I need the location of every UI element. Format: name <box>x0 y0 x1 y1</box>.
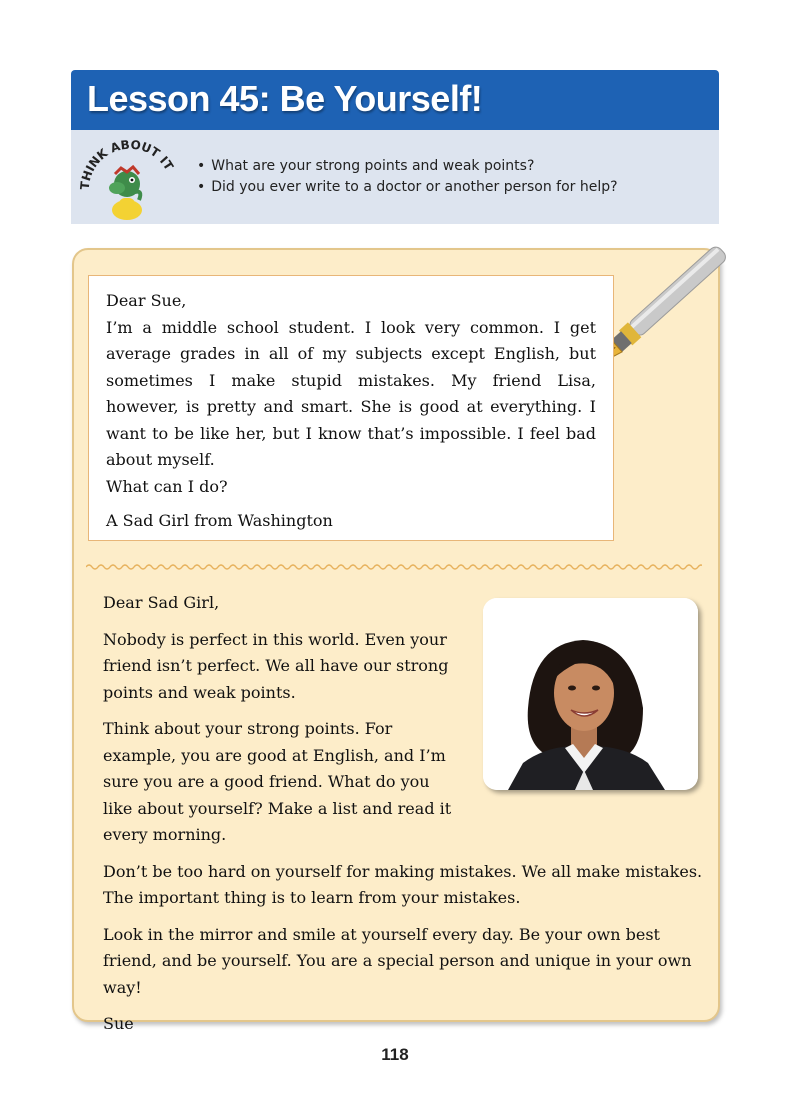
lesson-title-bar <box>71 70 719 130</box>
letter-greeting: Dear Sue, <box>106 291 187 310</box>
question-1: • What are your strong points and weak points? <box>197 156 618 177</box>
letter-question: What can I do? <box>106 476 228 496</box>
reply-greeting: Dear Sad Girl, <box>103 593 220 612</box>
question-2: • Did you ever write to a doctor or another person for help? <box>197 177 618 198</box>
page-number: 118 <box>381 1045 409 1064</box>
wavy-divider <box>86 562 702 572</box>
reply-signature: Sue <box>103 1014 134 1033</box>
incoming-letter <box>88 275 614 541</box>
reply-paragraph: Think about your strong points. For example, you are good at English, and I’m sure you are a good friend. What do you like about yourself? Make a list and read it every morning. <box>103 719 452 844</box>
reply-paragraph: Look in the mirror and smile at yourself every day. Be your own best friend, and be yourself. You are a special person and unique in your own way! <box>103 924 692 997</box>
thinking-dinosaur-icon <box>109 167 142 220</box>
reply-letter <box>103 590 703 1048</box>
think-about-it-box <box>71 130 719 224</box>
letter-body: I’m a middle school student. I look very common. I get average grades in all of my subjects except English, but sometimes I make stupid mistakes. My friend Lisa, however, is pretty and smart. She is good at everything. I want to be like her, but I know that’s impossible. I feel bad about myself. <box>106 317 596 469</box>
letter-signature: A Sad Girl from Washington <box>106 511 333 530</box>
think-about-it-emblem <box>77 134 181 222</box>
reply-paragraph: Don’t be too hard on yourself for making mistakes. We all make mistakes. The important thing is to learn from your mistakes. <box>103 861 703 907</box>
reply-paragraph: Nobody is perfect in this world. Even your friend isn’t perfect. We all have our strong points and weak points. <box>103 629 449 702</box>
think-about-it-label: THINK ABOUT IT <box>77 137 177 191</box>
lesson-title: Lesson 45: Be Yourself! <box>87 78 483 119</box>
think-about-it-questions <box>197 156 618 198</box>
